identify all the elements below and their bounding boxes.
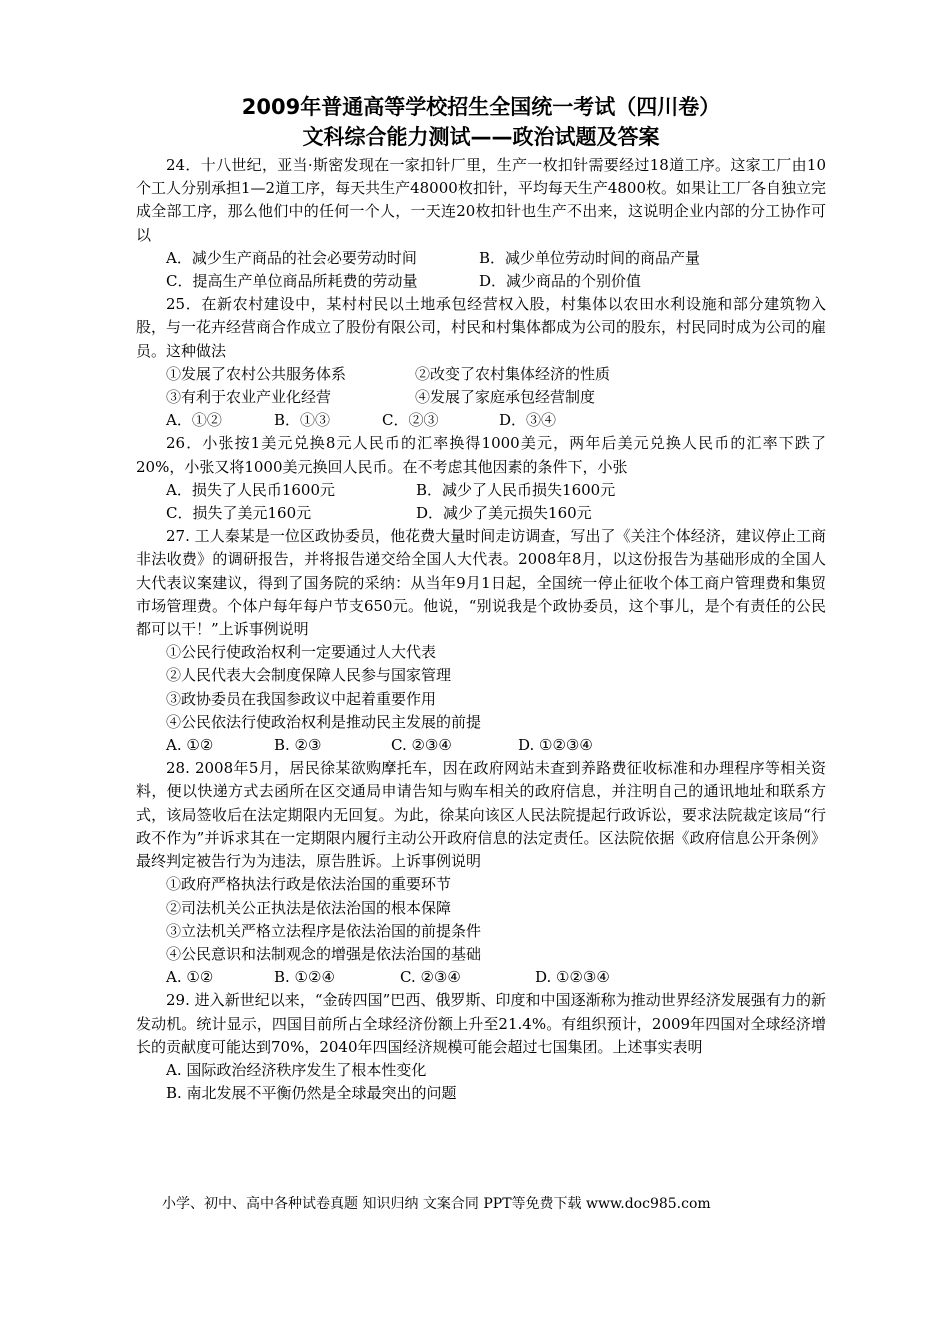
option-a: A. ①② <box>166 736 214 755</box>
option-d: D．减少商品的个别价值 <box>479 272 642 291</box>
question-stem: 27. 工人秦某是一位区政协委员，他花费大量时间走访调查，写出了《关注个体经济，建议停止工商非法收费》的调研报告，并将报告递交给全国人大代表。2008年8月，以这份报告为基础形成的全国人大代表议案建议，得到了国务院的采纳：从当年9月1日起，全国统一停止征收个体工商户管理费和集贸市场管理费。个体户每年每户节支650元。他说，“别说我是个政协委员，这个事儿，是个有责任的公民都可以干！”上诉事例说明 <box>136 527 826 639</box>
option-a: A．减少生产商品的社会必要劳动时间 <box>166 248 417 267</box>
option-c: C. ②③④ <box>400 968 461 987</box>
options-row <box>136 270 826 293</box>
option-c: C．提高生产单位商品所耗费的劳动量 <box>166 272 418 291</box>
page-title: 2009年普通高等学校招生全国统一考试（四川卷） <box>241 95 721 119</box>
statement-2: ②改变了农村集体经济的性质 <box>415 364 611 383</box>
question-27 <box>136 525 826 757</box>
option-a: A．损失了人民币1600元 <box>166 480 336 499</box>
option-c: C．损失了美元160元 <box>166 504 312 523</box>
question-stem: 29. 进入新世纪以来，“金砖四国”巴西、俄罗斯、印度和中国逐渐称为推动世界经济发展强有力的新发动机。统计显示，四国目前所占全球经济份额上升至21.4%。有组织预计，2009年四国对全球经济增长的贡献度可能达到70%，2040年四国经济规模可能会超过七国集团。上述事实表明 <box>136 991 826 1056</box>
options-row <box>136 479 826 502</box>
statement-3: ③有利于农业产业化经营 <box>166 388 332 407</box>
option-d: D．③④ <box>499 411 557 430</box>
option-b: B. 南北发展不平衡仍然是全球最突出的问题 <box>166 1084 457 1103</box>
statements-row <box>136 363 826 386</box>
options-row <box>136 502 826 525</box>
option-a: A．①② <box>166 411 222 430</box>
statement-1: ①政府严格执法行政是依法治国的重要环节 <box>166 875 452 894</box>
option-d: D．减少了美元损失160元 <box>416 504 592 523</box>
option-d: D. ①②③④ <box>518 736 593 755</box>
options-row <box>136 966 826 989</box>
option-b: B. ②③ <box>274 736 322 755</box>
statement-2: ②人民代表大会制度保障人民参与国家管理 <box>166 666 452 685</box>
option-c: C．②③ <box>382 411 439 430</box>
option-d: D. ①②③④ <box>535 968 610 987</box>
question-stem: 28. 2008年5月，居民徐某欲购摩托车，因在政府网站未查到养路费征收标准和办理程序等相关资料，便以快递方式去函所在区交通局申请告知与购车相关的政府信息，并注明自己的通讯地址和联系方式，该局签收后在法定期限内无回复。为此，徐某向该区人民法院提起行政诉讼，要求法院裁定该局“行政不作为”并诉求其在一定期限内履行主动公开政府信息的法定责任。区法院依据《政府信息公开条例》最终判定被告行为为违法，原告胜诉。上诉事例说明 <box>136 759 826 871</box>
statement-2: ②司法机关公正执法是依法治国的根本保障 <box>166 898 452 917</box>
statement-3: ③政协委员在我国参政议中起着重要作用 <box>166 689 437 708</box>
document-body <box>136 92 826 1105</box>
option-a: A. ①② <box>166 968 214 987</box>
statement-1: ①公民行使政治权利一定要通过人大代表 <box>166 643 437 662</box>
options-row <box>136 734 826 757</box>
option-b: B. ①②④ <box>274 968 335 987</box>
options-row <box>136 409 826 432</box>
question-stem: 24．十八世纪，亚当·斯密发现在一家扣针厂里，生产一枚扣针需要经过18道工序。这家工厂由10个工人分别承担1—2道工序，每天共生产48000枚扣针，平均每天生产4800枚。如果让工厂各自独立完成全部工序，那么他们中的任何一个人，一天连20枚扣针也生产不出来，这说明企业内部的分工协作可以 <box>136 156 826 244</box>
question-stem: 26．小张按1美元兑换8元人民币的汇率换得1000美元，两年后美元兑换人民币的汇率下跌了20%，小张又将1000美元换回人民币。在不考虑其他因素的条件下，小张 <box>136 434 826 476</box>
question-26 <box>136 432 826 525</box>
question-24 <box>136 154 826 293</box>
statement-1: ①发展了农村公共服务体系 <box>166 364 347 383</box>
statement-4: ④发展了家庭承包经营制度 <box>415 388 596 407</box>
option-c: C. ②③④ <box>391 736 452 755</box>
statement-4: ④公民依法行使政治权利是推动民主发展的前提 <box>166 712 482 731</box>
option-a: A. 国际政治经济秩序发生了根本性变化 <box>166 1060 427 1079</box>
question-29 <box>136 989 826 1105</box>
options-row <box>136 247 826 270</box>
statement-4: ④公民意识和法制观念的增强是依法治国的基础 <box>166 944 482 963</box>
option-b: B．减少单位劳动时间的商品产量 <box>479 248 701 267</box>
question-25 <box>136 293 826 432</box>
option-b: B．减少了人民币损失1600元 <box>416 480 616 499</box>
option-b: B．①③ <box>274 411 331 430</box>
question-28 <box>136 757 826 989</box>
statements-row <box>136 386 826 409</box>
statement-3: ③立法机关严格立法程序是依法治国的前提条件 <box>166 921 482 940</box>
question-stem: 25．在新农村建设中，某村村民以土地承包经营权入股，村集体以农田水利设施和部分建筑物入股，与一花卉经营商合作成立了股份有限公司，村民和村集体都成为公司的股东，村民同时成为公司的雇员。这种做法 <box>136 295 827 360</box>
footer-promo: 小学、初中、高中各种试卷真题 知识归纳 文案合同 PPT等免费下载 www.doc985.com <box>162 1196 711 1212</box>
page-subtitle: 文科综合能力测试——政治试题及答案 <box>302 125 660 149</box>
